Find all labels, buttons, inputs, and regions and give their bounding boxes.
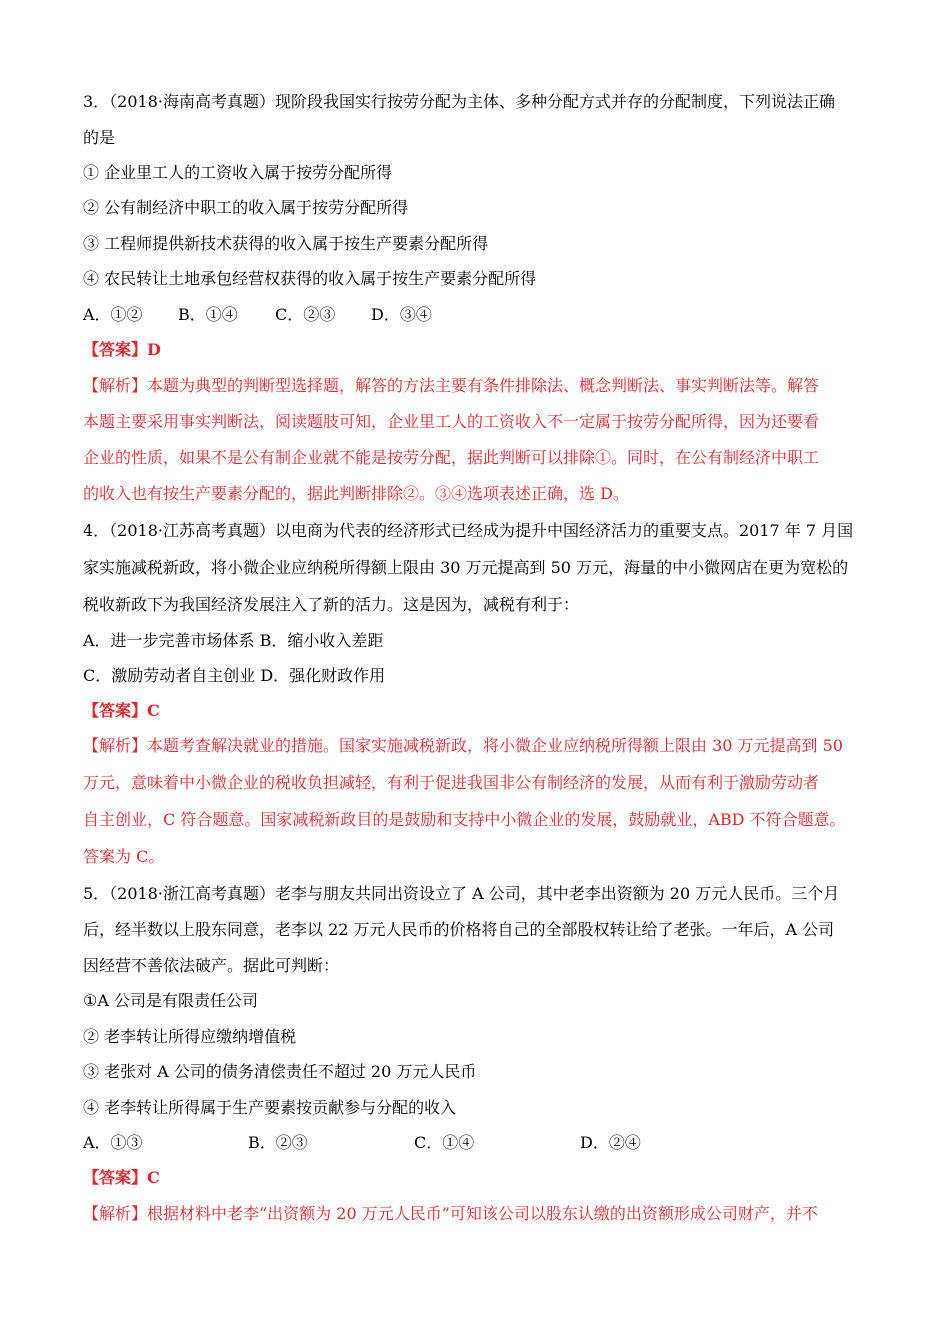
q5-option-b: B．②③ — [248, 1133, 308, 1152]
q3-options — [83, 305, 883, 325]
q5-statement-4: ④ 老李转让所得属于生产要素按贡献参与分配的收入 — [83, 1098, 457, 1117]
q5-analysis-line-1: 【解析】根据材料中老李“出资额为 20 万元人民币”可知该公司以股东认缴的出资额形成公司财产，并不 — [83, 1204, 818, 1223]
q4-options-line-1: A．进一步完善市场体系 B．缩小收入差距 — [83, 631, 384, 650]
q5-option-d: D．②④ — [580, 1133, 641, 1152]
q5-stem-line-1: 5．（2018·浙江高考真题）老李与朋友共同出资设立了 A 公司，其中老李出资额为 20 万元人民币。三个月 — [83, 884, 840, 903]
q3-stem-line-1: 3．（2018·海南高考真题）现阶段我国实行按劳分配为主体、多种分配方式并存的分配制度，下列说法正确 — [83, 92, 835, 111]
q3-option-d: D．③④ — [371, 305, 432, 324]
q3-stem-line-2: 的是 — [83, 128, 116, 147]
q3-option-b: B．①④ — [178, 305, 238, 324]
q3-statement-2: ② 公有制经济中职工的收入属于按劳分配所得 — [83, 198, 409, 217]
q5-statement-3: ③ 老张对 A 公司的债务清偿责任不超过 20 万元人民币 — [83, 1062, 477, 1081]
q4-stem-line-3: 税收新政下为我国经济发展注入了新的活力。这是因为，减税有利于： — [83, 595, 580, 614]
q3-statement-4: ④ 农民转让土地承包经营权获得的收入属于按生产要素分配所得 — [83, 269, 537, 288]
q3-statement-1: ① 企业里工人的工资收入属于按劳分配所得 — [83, 163, 393, 182]
q5-options — [83, 1133, 883, 1153]
q3-analysis-line-2: 本题主要采用事实判断法，阅读题肢可知，企业里工人的工资收入不一定属于按劳分配所得，因为还要看 — [83, 412, 820, 431]
q3-option-a: A．①② — [83, 305, 143, 324]
q3-analysis-line-4: 的收入也有按生产要素分配的，据此判断排除②。③④选项表述正确，选 D。 — [83, 484, 629, 503]
q5-stem-line-2: 后，经半数以上股东同意，老李以 22 万元人民币的价格将自己的全部股权转让给了老张。一年后，A 公司 — [83, 920, 835, 939]
q5-stem-line-3: 因经营不善依法破产。据此可判断： — [83, 956, 340, 975]
q5-option-c: C．①④ — [414, 1133, 475, 1152]
q4-analysis-line-3: 自主创业，C 符合题意。国家减税新政目的是鼓励和支持中小微企业的发展，鼓励就业，ABD 不符合题意。 — [83, 810, 846, 829]
q3-answer: 【答案】D — [83, 340, 161, 359]
q4-analysis-line-4: 答案为 C。 — [83, 847, 165, 866]
q3-option-c: C．②③ — [275, 305, 336, 324]
q5-statement-1: ①A 公司是有限责任公司 — [83, 991, 258, 1010]
q4-analysis-line-2: 万元，意味着中小微企业的税收负担减轻，有利于促进我国非公有制经济的发展，从而有利于激励劳动者 — [83, 773, 820, 792]
q3-analysis-line-1: 【解析】本题为典型的判断型选择题，解答的方法主要有条件排除法、概念判断法、事实判断法等。解答 — [83, 376, 820, 395]
q4-answer: 【答案】C — [83, 701, 160, 720]
q4-stem-line-1: 4．（2018·江苏高考真题）以电商为代表的经济形式已经成为提升中国经济活力的重要支点。2017 年 7 月国 — [83, 521, 854, 540]
q3-statement-3: ③ 工程师提供新技术获得的收入属于按生产要素分配所得 — [83, 234, 489, 253]
q4-stem-line-2: 家实施减税新政，将小微企业应纳税所得额上限由 30 万元提高到 50 万元，海量的中小微网店在更为宽松的 — [83, 558, 849, 577]
q5-option-a: A．①③ — [83, 1133, 143, 1152]
q3-analysis-line-3: 企业的性质，如果不是公有制企业就不能是按劳分配，据此判断可以排除①。同时，在公有制经济中职工 — [83, 448, 820, 467]
q5-answer: 【答案】C — [83, 1168, 160, 1187]
q4-options-line-2: C．激励劳动者自主创业 D．强化财政作用 — [83, 666, 386, 685]
q4-analysis-line-1: 【解析】本题考查解决就业的措施。国家实施减税新政，将小微企业应纳税所得额上限由 30 万元提高到 50 — [83, 736, 843, 755]
q5-statement-2: ② 老李转让所得应缴纳增值税 — [83, 1027, 297, 1046]
